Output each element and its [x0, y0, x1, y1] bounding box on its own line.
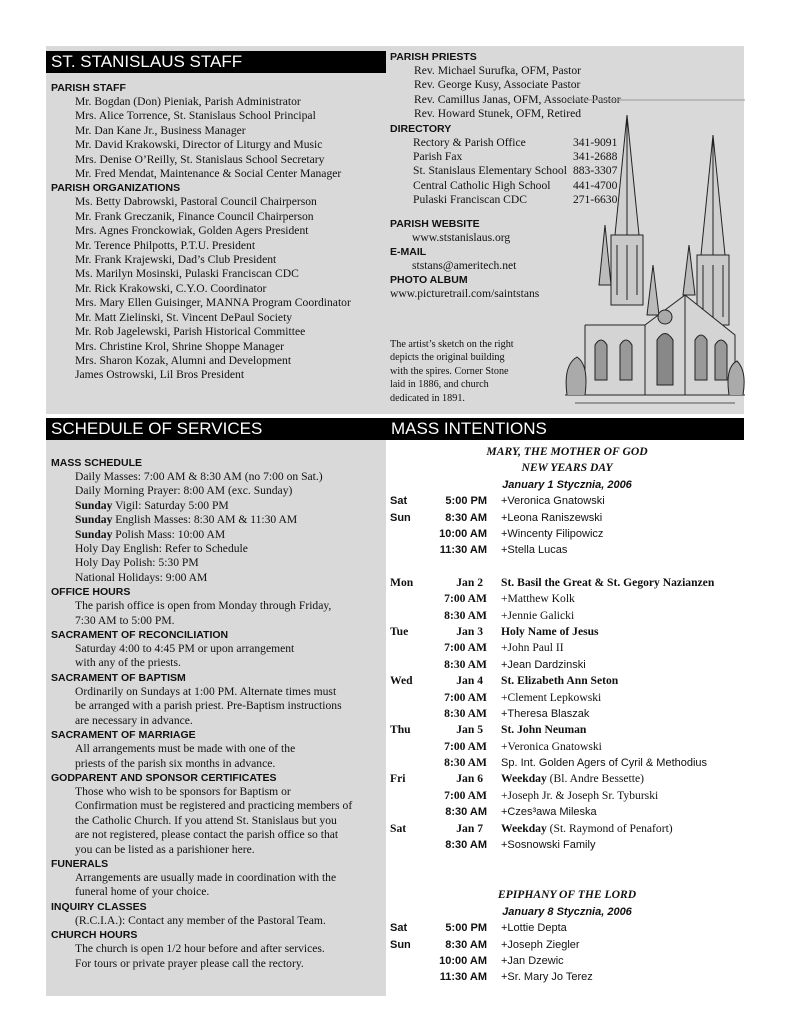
- reconciliation-line: with any of the priests.: [75, 656, 181, 670]
- feast1-title: MARY, THE MOTHER OF GOD: [486, 445, 648, 458]
- godparent-line: Those who wish to be sponsors for Baptism or: [75, 784, 291, 798]
- godparent-line: you can be listed as a parishioner here.: [75, 842, 255, 856]
- mass-day: Sun: [390, 511, 411, 524]
- mass-time: 10:00 AM: [439, 955, 487, 968]
- mass-intention: +Veronica Gnatowski: [501, 739, 602, 753]
- mass-time: 5:00 PM: [445, 495, 487, 508]
- mass-schedule-list: [51, 470, 352, 585]
- mass-intention: +Jean Dardzinski: [501, 658, 586, 671]
- org-member: Mr. Rick Krakowski, C.Y.O. Coordinator: [75, 281, 267, 295]
- mass-day: Sat: [390, 495, 408, 508]
- priest-name: Rev. George Kusy, Associate Pastor: [414, 78, 581, 92]
- godparent-line: are not registered, please contact the parish office so that: [75, 828, 339, 842]
- staff-member: Mrs. Denise O’Reilly, St. Stanislaus School Secretary: [75, 152, 325, 166]
- staff-member: Mrs. Alice Torrence, St. Stanislaus School Principal: [75, 109, 316, 123]
- directory-name: Rectory & Parish Office: [413, 135, 526, 149]
- church-hours-line: The church is open 1/2 hour before and after services.: [75, 942, 325, 956]
- weekday-masses: [390, 575, 744, 854]
- photo-heading: PHOTO ALBUM: [390, 274, 468, 287]
- staff-member: Mr. Fred Mendat, Maintenance & Social Center Manager: [75, 167, 342, 181]
- weekday-feast: [501, 575, 714, 591]
- directory-phone: 441-4700: [572, 178, 618, 192]
- weekday-name: Thu: [390, 723, 411, 737]
- mass-time: 8:30 AM: [445, 806, 487, 819]
- mass-intention: +Clement Lepkowski: [501, 690, 602, 704]
- schedule-section: [51, 456, 352, 971]
- mass-time: 8:30 AM: [445, 511, 487, 524]
- mass-row: [390, 591, 744, 607]
- staff-member: Mr. Bogdan (Don) Pieniak, Parish Administrator: [75, 95, 301, 108]
- mass-schedule-item: Sunday English Masses: 8:30 AM & 11:30 AM: [75, 513, 298, 527]
- mass-intention: +Leona Raniszewski: [501, 511, 603, 524]
- directory-heading: DIRECTORY: [390, 122, 452, 135]
- email-heading: E-MAIL: [390, 246, 427, 259]
- mass-intention: +Lottie Depta: [501, 922, 567, 935]
- mass-intention: +Sosnowski Family: [501, 839, 596, 852]
- org-member: Mr. Frank Greczanik, Finance Council Chairperson: [75, 209, 314, 223]
- baptism-line: be arranged with a parish priest. Pre-Baptism instructions: [75, 699, 342, 713]
- priest-name: Rev. Camillus Janas, OFM, Associate Pastor: [414, 92, 621, 106]
- office-hours-line: The parish office is open from Monday through Friday,: [75, 599, 332, 613]
- mass-schedule-day: Sunday: [75, 498, 113, 512]
- mass-intention: +Theresa Blaszak: [501, 707, 590, 720]
- mass-time: 11:30 AM: [439, 544, 487, 557]
- mass-time: 11:30 AM: [439, 971, 487, 984]
- org-member: Mrs. Christine Krol, Shrine Shoppe Manager: [75, 339, 284, 353]
- mass-time: 7:00 AM: [444, 788, 487, 802]
- feast1-subtitle: NEW YEARS DAY: [521, 461, 613, 475]
- mass-intention: +John Paul II: [501, 641, 564, 655]
- church-hours-line: For tours or private prayer please call the rectory.: [75, 956, 304, 970]
- mass-schedule-item: National Holidays: 9:00 AM: [75, 570, 208, 584]
- feast2-date: January 8 Stycznia, 2006: [502, 905, 632, 918]
- weekday-date: Jan 2: [456, 575, 483, 589]
- caption-line: laid in 1886, and church: [390, 379, 489, 391]
- feast-name: St. Elizabeth Ann Seton: [501, 674, 619, 688]
- mass-time: 5:00 PM: [445, 922, 487, 935]
- mass-row: [390, 640, 744, 656]
- mass-schedule-heading: MASS SCHEDULE: [51, 457, 143, 469]
- church-hours-heading: CHURCH HOURS: [51, 929, 138, 942]
- feast-name: St. John Neuman: [501, 723, 587, 737]
- mass-time: 8:30 AM: [444, 706, 487, 720]
- mass-schedule-item: Holy Day English: Refer to Schedule: [75, 542, 248, 556]
- sketch-caption: [390, 338, 514, 405]
- mass-time: 7:00 AM: [444, 592, 487, 606]
- mass-row: [390, 837, 744, 853]
- mass-schedule-item: Holy Day Polish: 5:30 PM: [75, 556, 199, 570]
- mass-time: 8:30 AM: [445, 839, 487, 852]
- godparent-heading: GODPARENT AND SPONSOR CERTIFICATES: [51, 771, 277, 784]
- weekday-date: Jan 6: [456, 772, 483, 786]
- mass-time: 10:00 AM: [439, 528, 487, 540]
- caption-line: with the spires. Corner Stone: [390, 365, 509, 377]
- org-member: James Ostrowski, Lil Bros President: [75, 368, 245, 382]
- funerals-heading: FUNERALS: [51, 857, 109, 870]
- baptism-line: Ordinarily on Sundays at 1:00 PM. Alternate times must: [75, 684, 337, 698]
- feast-note: (St. Raymond of Penafort): [546, 821, 673, 835]
- mass-schedule-item: Daily Masses: 7:00 AM & 8:30 AM (no 7:00 on Sat.): [75, 470, 323, 483]
- staff-member: Mr. Dan Kane Jr., Business Manager: [75, 123, 246, 137]
- weekday-feast: [501, 821, 673, 837]
- email-link[interactable]: ststans@ameritech.net: [412, 259, 517, 273]
- directory-name: Central Catholic High School: [413, 178, 551, 192]
- mass-intention: +Stella Lucas: [501, 544, 568, 557]
- caption-line: depicts the original building: [390, 352, 505, 364]
- mass-intention: +Sr. Mary Jo Terez: [501, 971, 593, 984]
- mass-row: [390, 690, 744, 706]
- feast1-date: January 1 Stycznia, 2006: [502, 478, 632, 491]
- mass-row: [390, 542, 744, 558]
- mass-row: [390, 920, 744, 936]
- priest-name: Rev. Michael Surufka, OFM, Pastor: [414, 64, 582, 77]
- mass-intention: +Jan Dzewic: [501, 955, 564, 968]
- org-member: Mrs. Mary Ellen Guisinger, MANNA Program Coordinator: [75, 296, 351, 310]
- mass-time: 7:00 AM: [444, 641, 487, 655]
- weekday-name: Mon: [390, 575, 414, 589]
- weekday-feast: [501, 722, 586, 738]
- caption-line: dedicated in 1891.: [390, 392, 465, 404]
- mass-intention: +Wincenty Filipowicz: [501, 528, 604, 540]
- website-heading: PARISH WEBSITE: [390, 217, 480, 230]
- reconciliation-heading: SACRAMENT OF RECONCILIATION: [51, 629, 229, 642]
- feast-name: Weekday: [501, 772, 547, 786]
- weekday-date: Jan 3: [456, 624, 483, 638]
- mass-row: [390, 657, 744, 673]
- mass-intention: +Veronica Gnatowski: [501, 495, 605, 508]
- caption-line: The artist’s sketch on the right: [390, 339, 514, 350]
- marriage-heading: SACRAMENT OF MARRIAGE: [51, 729, 196, 742]
- mass-schedule-item: Sunday Vigil: Saturday 5:00 PM: [75, 498, 229, 512]
- priest-name: Rev. Howard Stunek, OFM, Retired: [414, 107, 582, 121]
- website-link[interactable]: www.ststanislaus.org: [412, 230, 511, 244]
- mass-intention: +Joseph Ziegler: [501, 938, 580, 951]
- schedule-sections: [51, 585, 352, 971]
- mass-intention: +Jennie Galicki: [501, 608, 575, 622]
- staff-title: ST. STANISLAUS STAFF: [46, 51, 386, 73]
- mass-row: [390, 969, 744, 985]
- mass-row: [390, 937, 744, 953]
- mass-intention: +Joseph Jr. & Joseph Sr. Tyburski: [501, 788, 659, 802]
- funerals-line: Arrangements are usually made in coordination with the: [75, 870, 337, 884]
- mass-time: 7:00 AM: [444, 690, 487, 704]
- mass-row: [390, 510, 744, 526]
- weekday-row: [390, 673, 744, 689]
- schedule-title: SCHEDULE OF SERVICES: [46, 418, 386, 440]
- mass-row: [390, 804, 744, 820]
- org-member: Ms. Marilyn Mosinski, Pulaski Franciscan CDC: [75, 267, 299, 281]
- feast-note: (Bl. Andre Bessette): [546, 772, 644, 786]
- weekday-row: [390, 771, 744, 787]
- mass-row: [390, 755, 744, 771]
- org-member: Ms. Betty Dabrowski, Pastoral Council Chairperson: [75, 195, 317, 209]
- mass-day: Sun: [390, 938, 411, 951]
- mass-schedule-day: Sunday: [75, 527, 113, 541]
- mass-intentions: [390, 444, 744, 986]
- org-member: Mr. Frank Krajewski, Dad’s Club President: [75, 253, 277, 267]
- feast-name: Weekday: [501, 821, 547, 835]
- inquiry-heading: INQUIRY CLASSES: [51, 900, 147, 913]
- parish-orgs-heading: PARISH ORGANIZATIONS: [51, 182, 181, 195]
- mass-row: [390, 953, 744, 969]
- inquiry-line: (R.C.I.A.): Contact any member of the Pastoral Team.: [75, 913, 326, 927]
- mass-intention: Sp. Int. Golden Agers of Cyril & Methodius: [501, 757, 708, 770]
- weekday-row: [390, 821, 744, 837]
- weekday-date: Jan 5: [456, 723, 483, 737]
- office-hours-heading: OFFICE HOURS: [51, 586, 131, 599]
- mass-row: [390, 706, 744, 722]
- funerals-line: funeral home of your choice.: [75, 885, 210, 899]
- mass-intention: +Czes³awa Mileska: [501, 806, 597, 819]
- weekday-name: Tue: [390, 624, 409, 638]
- baptism-heading: SACRAMENT OF BAPTISM: [51, 671, 186, 684]
- church-sketch-image: [565, 95, 745, 413]
- directory-name: St. Stanislaus Elementary School: [413, 164, 567, 178]
- priests-heading: PARISH PRIESTS: [390, 51, 477, 63]
- mass-schedule-day: Sunday: [75, 513, 113, 527]
- godparent-line: the Catholic Church. If you attend St. Stanislaus but you: [75, 813, 337, 827]
- weekday-feast: [501, 771, 644, 787]
- directory-name: Parish Fax: [413, 150, 463, 164]
- directory-phone: 341-9091: [572, 135, 618, 149]
- mass-intention: +Matthew Kolk: [501, 592, 575, 606]
- mass-row: [390, 608, 744, 624]
- weekday-name: Sat: [390, 821, 407, 835]
- feast2-title: EPIPHANY OF THE LORD: [497, 888, 637, 902]
- mass-time: 8:30 AM: [445, 938, 487, 951]
- weekday-date: Jan 4: [456, 674, 483, 688]
- mass-schedule-item: Daily Morning Prayer: 8:00 AM (exc. Sunday): [75, 484, 293, 498]
- weekday-row: [390, 624, 744, 640]
- org-member: Mrs. Sharon Kozak, Alumni and Development: [75, 353, 292, 367]
- directory-phone: 883-3307: [572, 164, 618, 178]
- marriage-line: All arrangements must be made with one of the: [75, 742, 296, 756]
- weekday-date: Jan 7: [456, 821, 483, 835]
- directory-phone: 341-2688: [572, 150, 618, 164]
- office-hours-line: 7:30 AM to 5:00 PM.: [75, 613, 175, 627]
- feast-name: Holy Name of Jesus: [501, 624, 599, 638]
- reconciliation-line: Saturday 4:00 to 4:45 PM or upon arrangement: [75, 642, 295, 656]
- mass-row: [390, 739, 744, 755]
- weekday-name: Wed: [390, 674, 413, 688]
- mass-row: [390, 788, 744, 804]
- staff-member: Mr. David Krakowski, Director of Liturgy and Music: [75, 138, 323, 152]
- baptism-line: are necessary in advance.: [75, 713, 193, 727]
- mass-day: Sat: [390, 922, 408, 935]
- feast-name: St. Basil the Great & St. Gegory Nazianzen: [501, 575, 715, 589]
- mass-time: 7:00 AM: [444, 739, 487, 753]
- mass-time: 8:30 AM: [444, 608, 487, 622]
- weekday-row: [390, 722, 744, 738]
- weekday-feast: [501, 673, 618, 689]
- feast1-masses: [390, 493, 744, 559]
- parish-staff-list: [51, 95, 351, 181]
- directory-phone: 271-6630: [572, 193, 618, 207]
- intentions-title: MASS INTENTIONS: [386, 418, 744, 440]
- godparent-line: Confirmation must be registered and practicing members of: [75, 799, 353, 813]
- feast2-masses: [390, 920, 744, 986]
- photo-link[interactable]: www.picturetrail.com/saintstans: [390, 287, 540, 301]
- parish-orgs-list: [51, 195, 351, 382]
- mass-row: [390, 526, 744, 542]
- org-member: Mr. Terence Philpotts, P.T.U. President: [75, 238, 256, 252]
- directory-name: Pulaski Franciscan CDC: [413, 193, 527, 207]
- org-member: Mr. Matt Zielinski, St. Vincent DePaul Society: [75, 310, 293, 324]
- parish-staff-section: [51, 81, 351, 383]
- parish-staff-heading: PARISH STAFF: [51, 82, 126, 94]
- mass-time: 8:30 AM: [444, 756, 487, 770]
- mass-time: 8:30 AM: [444, 657, 487, 671]
- mass-row: [390, 493, 744, 509]
- marriage-line: priests of the parish six months in advance.: [75, 756, 276, 770]
- mass-schedule-item: Sunday Polish Mass: 10:00 AM: [75, 527, 226, 541]
- weekday-feast: [501, 624, 599, 640]
- org-member: Mr. Rob Jagelewski, Parish Historical Committee: [75, 325, 306, 339]
- weekday-name: Fri: [390, 772, 406, 786]
- org-member: Mrs. Agnes Fronckowiak, Golden Agers President: [75, 224, 309, 238]
- weekday-row: [390, 575, 744, 591]
